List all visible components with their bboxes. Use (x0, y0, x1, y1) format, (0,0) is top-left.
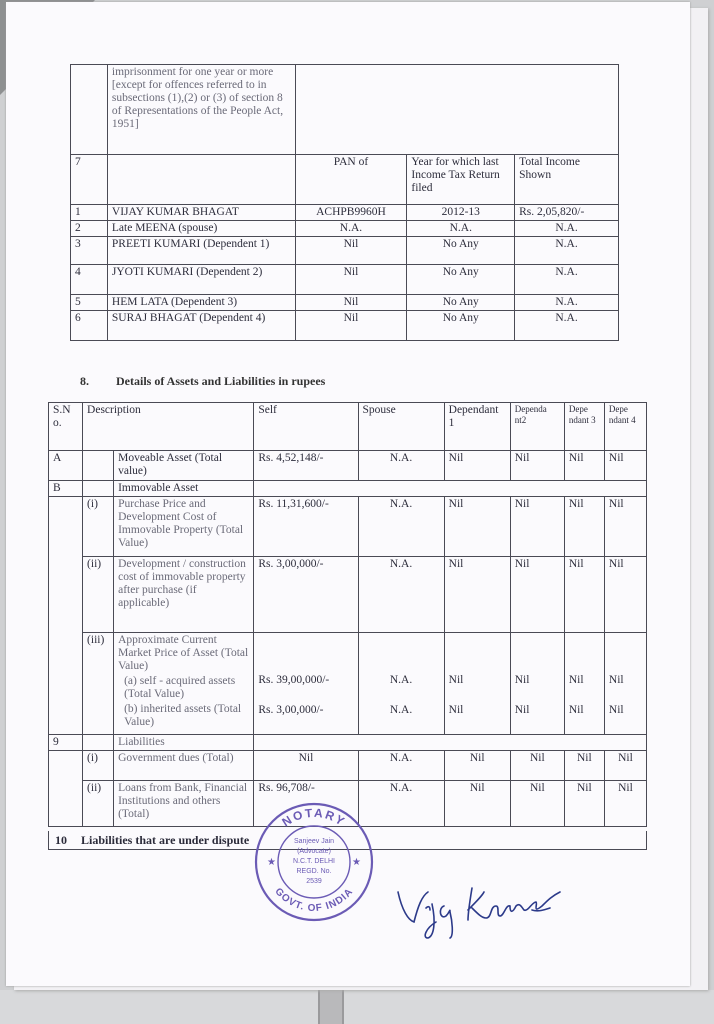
stamp-top-text: NOTARY (279, 805, 349, 830)
notary-stamp (253, 801, 375, 923)
table-row (71, 65, 619, 155)
stamp-line-5: 2539 (306, 878, 322, 885)
section-number: 8. (80, 374, 89, 388)
table-row: (iii) Approximate Current Market Price of Asset (Total Value) (a) self - acquired assets (Total Value) (b) inherited assets (Total Value) Rs. 39,00,000/- Rs. 3,00,000/- N.A. N.A. Nil Nil Nil Nil Nil Nil Nil Nil (49, 633, 647, 735)
table-row: 1 VIJAY KUMAR BHAGAT ACHPB9960H 2012-13 Rs. 2,05,820/- (71, 205, 619, 221)
table-row: B Immovable Asset (49, 481, 647, 497)
table-row: (i) Government dues (Total) Nil N.A. Nil Nil Nil Nil (49, 751, 647, 781)
table-row: (i) Purchase Price and Development Cost of Immovable Property (Total Value) Rs. 11,31,600/- N.A. Nil Nil Nil Nil (49, 497, 647, 557)
row-10-desc: Liabilities that are under dispute (81, 833, 250, 847)
stamp-bottom-text: GOVT. OF INDIA (272, 886, 356, 915)
star-icon: ★ (352, 857, 361, 868)
scan-background (0, 990, 714, 1024)
binder-clip (318, 990, 344, 1024)
table-row: (ii) Loans from Bank, Financial Institutions and others (Total) Rs. 96,708/- N.A. Nil Nil Nil Nil (49, 781, 647, 827)
stamp-line-1: Sanjeev Jain (293, 838, 335, 845)
table-row: A Moveable Asset (Total value) Rs. 4,52,148/- N.A. Nil Nil Nil Nil (49, 451, 647, 481)
stamp-line-3: N.C.T. DELHI (292, 858, 336, 865)
table-row: 4 JYOTI KUMARI (Dependent 2) Nil No Any N.A. (71, 265, 619, 295)
table-row: (ii) Development / construction cost of immovable property after purchase (if applicable) Rs. 3,00,000/- N.A. Nil Nil Nil Nil (49, 557, 647, 633)
table-row: 3 PREETI KUMARI (Dependent 1) Nil No Any N.A. (71, 237, 619, 265)
pan-header: PAN of (295, 155, 407, 205)
table-row: 2 Late MEENA (spouse) N.A. N.A. N.A. (71, 221, 619, 237)
section-8-heading (80, 374, 325, 389)
row-10-sn: 10 (55, 833, 67, 847)
table-header-row: S.N o. Description Self Spouse Dependant 1 Dependa nt2 Depe ndant 3 Depe ndant 4 (49, 403, 647, 451)
section-title: Details of Assets and Liabilities in rupees (116, 374, 326, 388)
table-header-row (71, 155, 619, 205)
income-header: Total Income Shown (515, 155, 619, 205)
prev-row-text: imprisonment for one year or more [except for offences referred to in subsections (1),(2) or (3) of section 8 of Representations of the People Act, 1951] (107, 65, 295, 155)
table-row: 9 Liabilities (49, 735, 647, 751)
svg-text:GOVT. OF INDIA (272, 886, 355, 914)
star-icon: ★ (267, 857, 276, 868)
year-header: Year for which last Income Tax Return filed (407, 155, 515, 205)
income-tax-table (70, 64, 619, 341)
stamp-line-4: REGD. No. (296, 868, 332, 875)
stamp-line-2: (Advocate) (297, 848, 331, 855)
signature (392, 862, 572, 942)
table-row: 5 HEM LATA (Dependent 3) Nil No Any N.A. (71, 295, 619, 311)
sn-cell: 7 (71, 155, 108, 205)
table-row: 6 SURAJ BHAGAT (Dependent 4) Nil No Any N.A. (71, 311, 619, 341)
assets-liabilities-table (48, 402, 647, 827)
